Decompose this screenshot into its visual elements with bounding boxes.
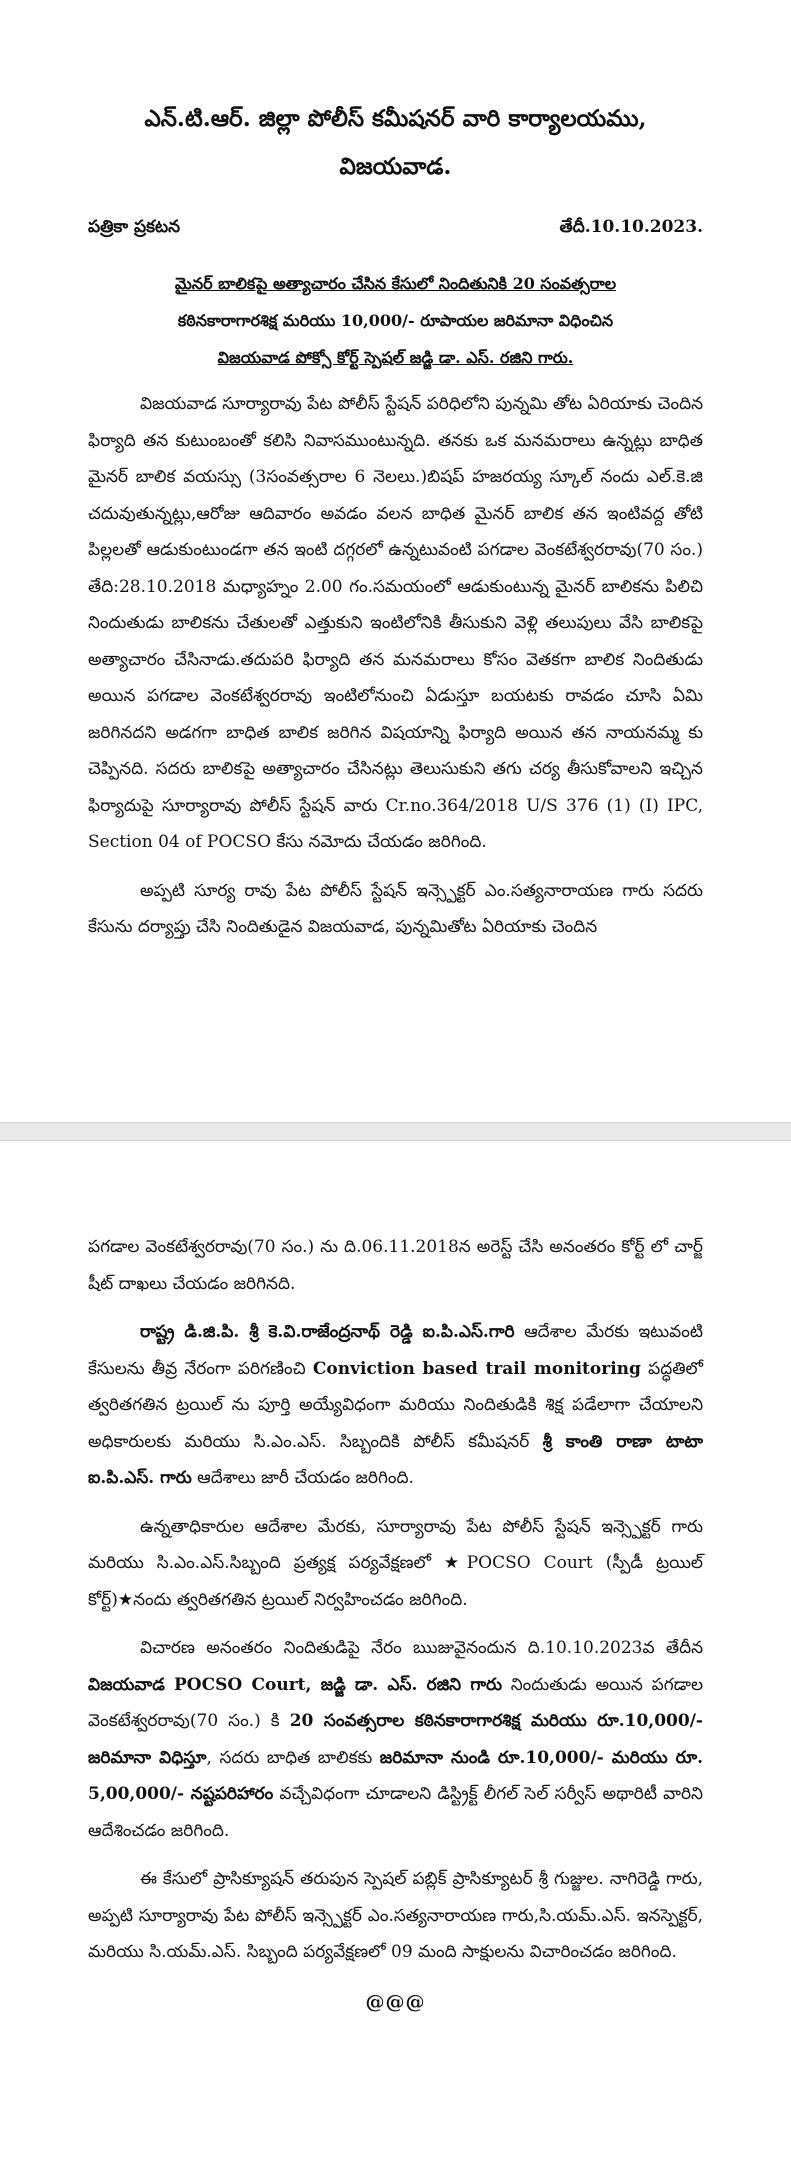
paragraph-verdict [88,1630,703,1849]
subject-line-2: కఠినకారాగారశిక్ష మరియు 10,000/- రూపాయల జరిమానా విధించిన [177,311,614,330]
city-title: విజయవాడ. [339,153,452,180]
press-release-label: పత్రికా ప్రకటన [88,217,181,237]
paragraph-arrest: పగడాల వెంకటేశ్వరరావు(70 సం.) ను ది.06.11.2018న అరెస్ట్ చేసి అనంతరం కోర్ట్ లో చార్జ్ షీట్ దాఖలు చేయడం జరిగినది. [88,1237,703,1294]
paragraph-complaint: విజయవాడ సూర్యారావు పేట పోలీస్ స్టేషన్ పరిధిలోని పున్నమి తోట ఏరియాకు చెందిన ఫిర్యాది తన కుటుంబంతో కలిసి నివాసముంటున్నది. తనకు ఒక మనమరాలు ఉన్నట్లు బాధిత మైనర్ బాలిక వయస్సు (3సంవత్సరాల 6 నెలలు.)బిషప్ హజరయ్య స్కూల్ నందు ఎల్.కె.జి చదువుతున్నట్లు,ఆరోజు ఆదివారం అవడం వలన బాధిత మైనర్ బాలిక తన ఇంటివద్ద తోటి పిల్లలతో ఆడుకుంటుండగా తన ఇంటి దగ్గరలో ఉన్నటువంటి పగడాల వెంకటేశ్వరరావు(70 సం.) తేది:28.10.2018 మధ్యాహ్నం 2.00 గం.సమయంలో ఆడుకుంటున్న మైనర్ బాలికను పిలిచి నిందుతుడు బాలికను చేతులతో ఎత్తుకుని ఇంటిలోనికి తీసుకుని వెళ్లి తలుపులు వేసి బాలికపై అత్యాచారం చేసినాడు.తదుపరి ఫిర్యాది తన మనమరాలు కోసం వెతకగా బాలిక నిందితుడు అయిన పగడాల వెంకటేశ్వరరావు ఇంటిలోనుంచి ఏడుస్తూ బయటకు రావడం చూసి ఏమి జరిగినదని అడగగా బాధిత బాలిక జరిగిన విషయాన్ని ఫిర్యాది అయిన తన నాయనమ్మ కు చెప్పినది. సదరు బాలికపై అత్యాచారం చేసినట్లు తెలుసుకుని తగు చర్య తీసుకోవాలని ఇచ్చిన ఫిర్యాదుపై సూర్యారావు పోలీస్ స్టేషన్ వారు Cr.no.364/2018 U/S 376 (1) (I) IPC, Section 04 of POCSO కేసు నమోదు చేయడం జరిగింది. [88,394,703,852]
verdict-text-4: వచ్చేవిధంగా చూడాలని డిస్ట్రిక్ట్ లీగల్ సెల్ సర్వీస్ అథారిటీ వారిని ఆదేశించడం జరిగింది. [88,1784,703,1841]
directions-text-2: పద్ధతిలో త్వరితగతిన ట్రయిల్ ను పూర్తి అయ్యేవిధంగా మరియు నిందితుడికి శిక్ష పడేలాగా చేయాలని అధికారులకు మరియు సి.ఎం.ఎస్. సిబ్బందికి పోలీస్ కమీషనర్ [88,1358,704,1452]
verdict-text-1: విచారణ అనంతరం నిందితుడిపై నేరం ఋజువైనందున ది.10.10.2023వ తేదీన [140,1638,703,1658]
subject-block [88,265,703,376]
paragraph-prosecution: ఈ కేసులో ప్రాసిక్యూషన్ తరుపున స్పెషల్ పబ్లిక్ ప్రాసిక్యూటర్ శ్రీ గుజ్జుల. నాగిరెడ్డి గారు, అప్పటి సూర్యారావు పేట పోలీస్ ఇన్స్పెక్టర్ ఎం.సత్యనారాయణ గారు,సి.యమ్.ఎస్. ఇనస్పెక్టర్, మరియు సి.యమ్.ఎస్. సిబ్బంది పర్యవేక్షణలో 09 మంది సాక్షులను విచారించడం జరిగింది. [88,1869,703,1962]
office-title: ఎన్.టి.ఆర్. జిల్లా పోలీస్ కమీషనర్ వారి కార్యాలయము, [144,105,647,132]
court-judge: విజయవాడ POCSO Court, జడ్జి డా. ఎస్. రజిని గారు [88,1674,502,1695]
paragraph-investigation: అప్పటి సూర్య రావు పేట పోలీస్ స్టేషన్ ఇన్స్పెక్టర్ ఎం.సత్యనారాయణ గారు సదరు కేసును దర్యాప్తు చేసి నిందితుడైన విజయవాడ, పున్నమితోట ఏరియాకు చెందిన [88,880,703,937]
directions-text-1: ఆదేశాల మేరకు ఇటువంటి కేసులను తీవ్ర నేరంగా పరిగణించి [88,1322,703,1379]
directions-text-3: ఆదేశాలు జారీ చేయడం జరిగింది. [191,1468,414,1488]
document-page-2 [0,1141,791,2179]
compensation: జరిమానా నుండి రూ.10,000/- మరియు రూ. 5,00,000/- నష్టపరిహారం [88,1747,703,1804]
commissioner-name: శ్రీ కాంతి రాణా టాటా ఐ.పి.ఎస్. గారు [88,1431,703,1488]
verdict-text-3: , సదరు బాధిత బాలికకు [206,1747,380,1768]
subject-line-3: విజయవాడ పోక్సో కోర్ట్ స్పెషల్ జడ్జి డా. ఎస్. రజిని గారు. [217,348,574,367]
release-date: తేదీ.10.10.2023. [559,217,703,237]
page-separator [0,1122,791,1141]
end-mark: @@@ [365,1990,426,2013]
paragraph-directions [88,1314,703,1497]
sentence: 20 సంవత్సరాల కఠినకారాగారశిక్ష మరియు రూ.10,000/- జరిమానా విధిస్తూ [88,1711,703,1768]
meta-row [88,213,703,241]
dgp-name: రాష్ట్ర డి.జి.పి. శ్రీ కె.వి.రాజేంద్రనాథ్ రెడ్డి ఐ.పి.ఎస్.గారి [140,1322,515,1342]
trial-method: Conviction based trail monitoring [312,1358,641,1379]
verdict-text-2: నిందుతుడు అయిన పగడాల వెంకటేశ్వరరావు(70 సం.) కి [88,1674,703,1731]
paragraph-trial: ఉన్నతాధికారుల ఆదేశాల మేరకు, సూర్యారావు పేట పోలీస్ స్టేషన్ ఇన్స్పెక్టర్ గారు మరియు సి.ఎం.ఎస్.సిబ్బంది ప్రత్యక్ష పర్యవేక్షణలో ★POCSO Court (స్పీడీ ట్రయిల్ కోర్ట్)★నందు త్వరితగతిన ట్రయిల్ నిర్వహించడం జరిగింది. [88,1516,703,1610]
subject-line-1: మైనర్ బాలికపై అత్యాచారం చేసిన కేసులో నిందితునికి 20 సంవత్సరాల [174,274,617,293]
